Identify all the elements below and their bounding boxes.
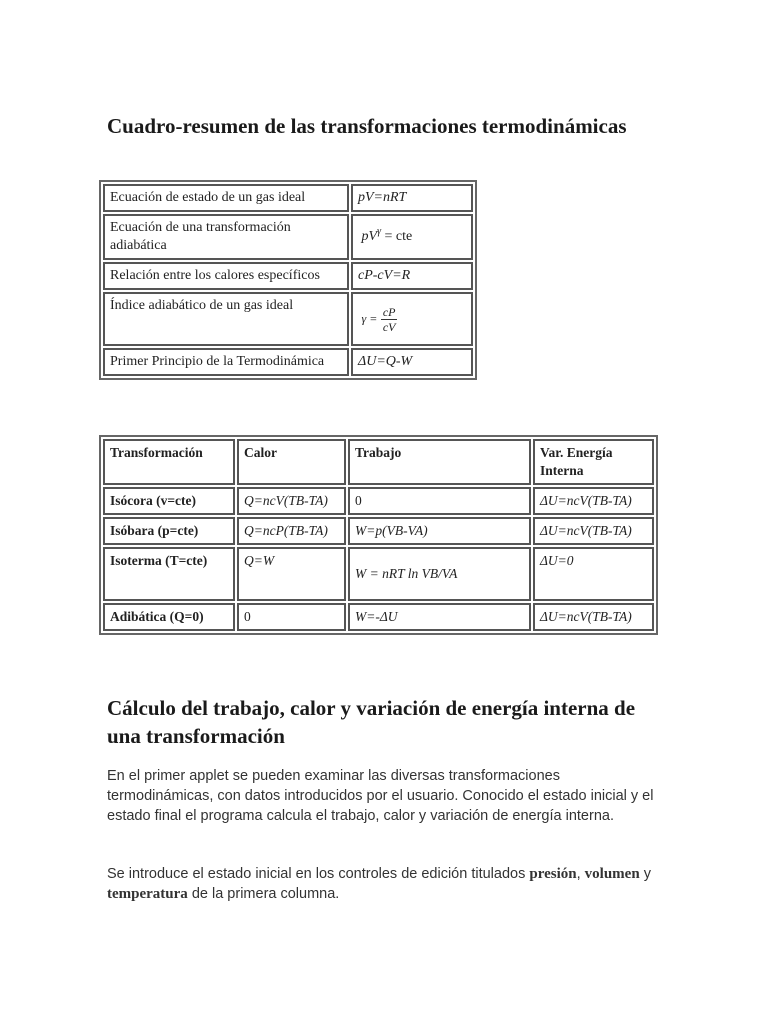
transformation-name: Isoterma (T=cte) bbox=[103, 547, 235, 601]
transformation-name: Isóbara (p=cte) bbox=[103, 517, 235, 545]
formula-main: pV bbox=[361, 229, 378, 244]
energia-cell: ΔU=ncV(TB-TA) bbox=[533, 603, 654, 631]
paragraph-text: Se introduce el estado inicial en los controles de edición titulados bbox=[107, 866, 530, 882]
gamma-symbol: γ = bbox=[361, 311, 378, 326]
section-title: Cálculo del trabajo, calor y variación de energía interna de una transformación bbox=[107, 696, 636, 748]
table-row bbox=[103, 184, 473, 212]
page-title: Cuadro-resumen de las transformaciones termodinámicas bbox=[107, 114, 627, 138]
calor-cell: 0 bbox=[237, 603, 346, 631]
fraction-numerator: cP bbox=[382, 304, 396, 319]
row-label: Primer Principio de la Termodinámica bbox=[103, 348, 349, 376]
table-row bbox=[103, 487, 654, 515]
paragraph-separator: , bbox=[576, 866, 585, 882]
trabajo-cell: W = nRT ln VB/VA bbox=[348, 547, 531, 601]
formula-cell bbox=[351, 292, 473, 346]
table-row bbox=[103, 348, 473, 376]
trabajo-cell: W=-ΔU bbox=[348, 603, 531, 631]
column-header: Calor bbox=[237, 439, 346, 485]
formula-tail: = cte bbox=[381, 229, 413, 244]
table-row bbox=[103, 603, 654, 631]
bold-term-temperatura: temperatura bbox=[107, 886, 188, 902]
column-header: Transformación bbox=[103, 439, 235, 485]
formula-cell bbox=[351, 214, 473, 260]
column-header: Var. Energía Interna bbox=[533, 439, 654, 485]
fraction-denominator: cV bbox=[382, 319, 396, 334]
intro-paragraph: En el primer applet se pueden examinar las diversas transformaciones termodinámicas, con datos introducidos por el usuario. Conocido el estado inicial y el estado final el programa calcula el trabajo, calor y variación de energía interna. bbox=[107, 768, 654, 824]
energia-cell: ΔU=ncV(TB-TA) bbox=[533, 487, 654, 515]
table-row bbox=[103, 547, 654, 601]
bold-term-presion: presión bbox=[529, 866, 577, 882]
table-row bbox=[103, 214, 473, 260]
paragraph-text: de la primera columna. bbox=[187, 886, 340, 902]
bold-term-volumen: volumen bbox=[584, 866, 640, 882]
calor-cell: Q=ncP(TB-TA) bbox=[237, 517, 346, 545]
table-row bbox=[103, 517, 654, 545]
transformation-name: Isócora (v=cte) bbox=[103, 487, 235, 515]
column-header: Trabajo bbox=[348, 439, 531, 485]
row-label: Relación entre los calores específicos bbox=[103, 262, 349, 290]
formula-exponent: γ bbox=[377, 226, 382, 237]
table-row bbox=[103, 262, 473, 290]
gamma-fraction bbox=[381, 305, 398, 334]
energia-cell: ΔU=0 bbox=[533, 547, 654, 601]
trabajo-cell: W=p(VB-VA) bbox=[348, 517, 531, 545]
table-row bbox=[103, 292, 473, 346]
calor-cell: Q=W bbox=[237, 547, 346, 601]
row-label: Índice adiabático de un gas ideal bbox=[103, 292, 349, 346]
summary-table bbox=[99, 180, 477, 380]
trabajo-cell: 0 bbox=[348, 487, 531, 515]
formula-cell: ΔU=Q-W bbox=[351, 348, 473, 376]
paragraph-separator: y bbox=[639, 866, 651, 882]
row-label: Ecuación de una transformación adiabática bbox=[103, 214, 349, 260]
calor-cell: Q=ncV(TB-TA) bbox=[237, 487, 346, 515]
formula-cell: cP-cV=R bbox=[351, 262, 473, 290]
row-label: Ecuación de estado de un gas ideal bbox=[103, 184, 349, 212]
transformation-name: Adibática (Q=0) bbox=[103, 603, 235, 631]
table-header-row bbox=[103, 439, 654, 485]
instructions-paragraph bbox=[107, 864, 667, 904]
formula-cell: pV=nRT bbox=[351, 184, 473, 212]
energia-cell: ΔU=ncV(TB-TA) bbox=[533, 517, 654, 545]
transformations-table bbox=[99, 435, 658, 635]
